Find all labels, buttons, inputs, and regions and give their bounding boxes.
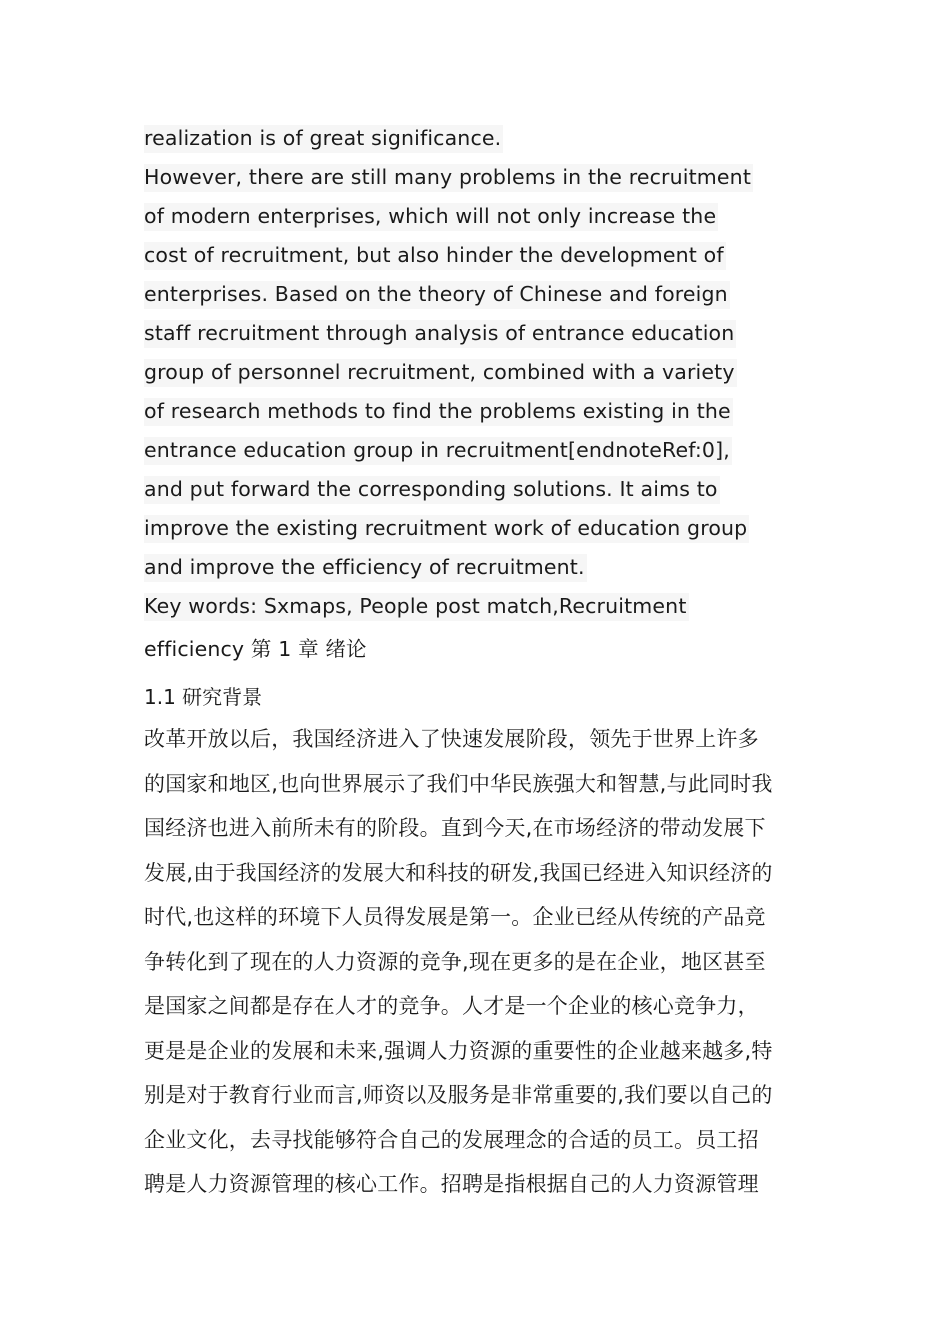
abstract-line: and improve the efficiency of recruitment. (144, 548, 814, 587)
abstract-line: realization is of great significance. (144, 119, 814, 158)
body-line: 是国家之间都是存在人才的竞争。人才是一个企业的核心竞争力， (144, 994, 759, 1018)
abstract-line: entrance education group in recruitment[endnoteRef:0], (144, 431, 814, 470)
section-body (144, 677, 814, 1207)
body-line: 更是是企业的发展和未来,强调人力资源的重要性的企业越来越多,特 (144, 1038, 773, 1063)
chapter-title: 第 1 章 绪论 (250, 637, 367, 661)
abstract-line: However, there are still many problems in the recruitment (144, 158, 814, 197)
body-line: 改革开放以后，我国经济进入了快速发展阶段，领先于世界上许多 (144, 727, 759, 751)
body-line: 企业文化，去寻找能够符合自己的发展理念的合适的员工。员工招 (144, 1127, 759, 1152)
abstract-paragraph (144, 119, 814, 670)
abstract-line: and put forward the corresponding solutions. It aims to (144, 470, 814, 509)
body-line: 聘是人力资源管理的核心工作。招聘是指根据自己的人力资源管理 (144, 1172, 759, 1196)
abstract-line: cost of recruitment, but also hinder the development of (144, 236, 814, 275)
abstract-line: enterprises. Based on the theory of Chinese and foreign (144, 275, 814, 314)
body-line: 时代,也这样的环境下人员得发展是第一。企业已经从传统的产品竞 (144, 905, 766, 929)
abstract-line: of modern enterprises, which will not only increase the (144, 197, 814, 236)
abstract-line: of research methods to find the problems existing in the (144, 392, 814, 431)
body-line: 国经济也进入前所未有的阶段。直到今天,在市场经济的带动发展下 (144, 816, 766, 840)
keywords-line: Key words: Sxmaps, People post match,Recruitment (144, 587, 814, 626)
body-line: 的国家和地区,也向世界展示了我们中华民族强大和智慧,与此同时我 (144, 771, 773, 796)
keywords-continuation (144, 626, 814, 670)
body-line: 别是对于教育行业而言,师资以及服务是非常重要的,我们要以自己的 (144, 1083, 773, 1107)
keywords-tail: efficiency (144, 637, 245, 661)
abstract-line: staff recruitment through analysis of entrance education (144, 314, 814, 353)
body-line: 发展,由于我国经济的发展大和科技的研发,我国已经进入知识经济的 (144, 860, 773, 885)
body-line: 争转化到了现在的人力资源的竞争,现在更多的是在企业，地区甚至 (144, 949, 766, 974)
section-heading: 1.1 研究背景 (144, 685, 263, 709)
abstract-line: group of personnel recruitment, combined with a variety (144, 353, 814, 392)
abstract-line: improve the existing recruitment work of education group (144, 509, 814, 548)
